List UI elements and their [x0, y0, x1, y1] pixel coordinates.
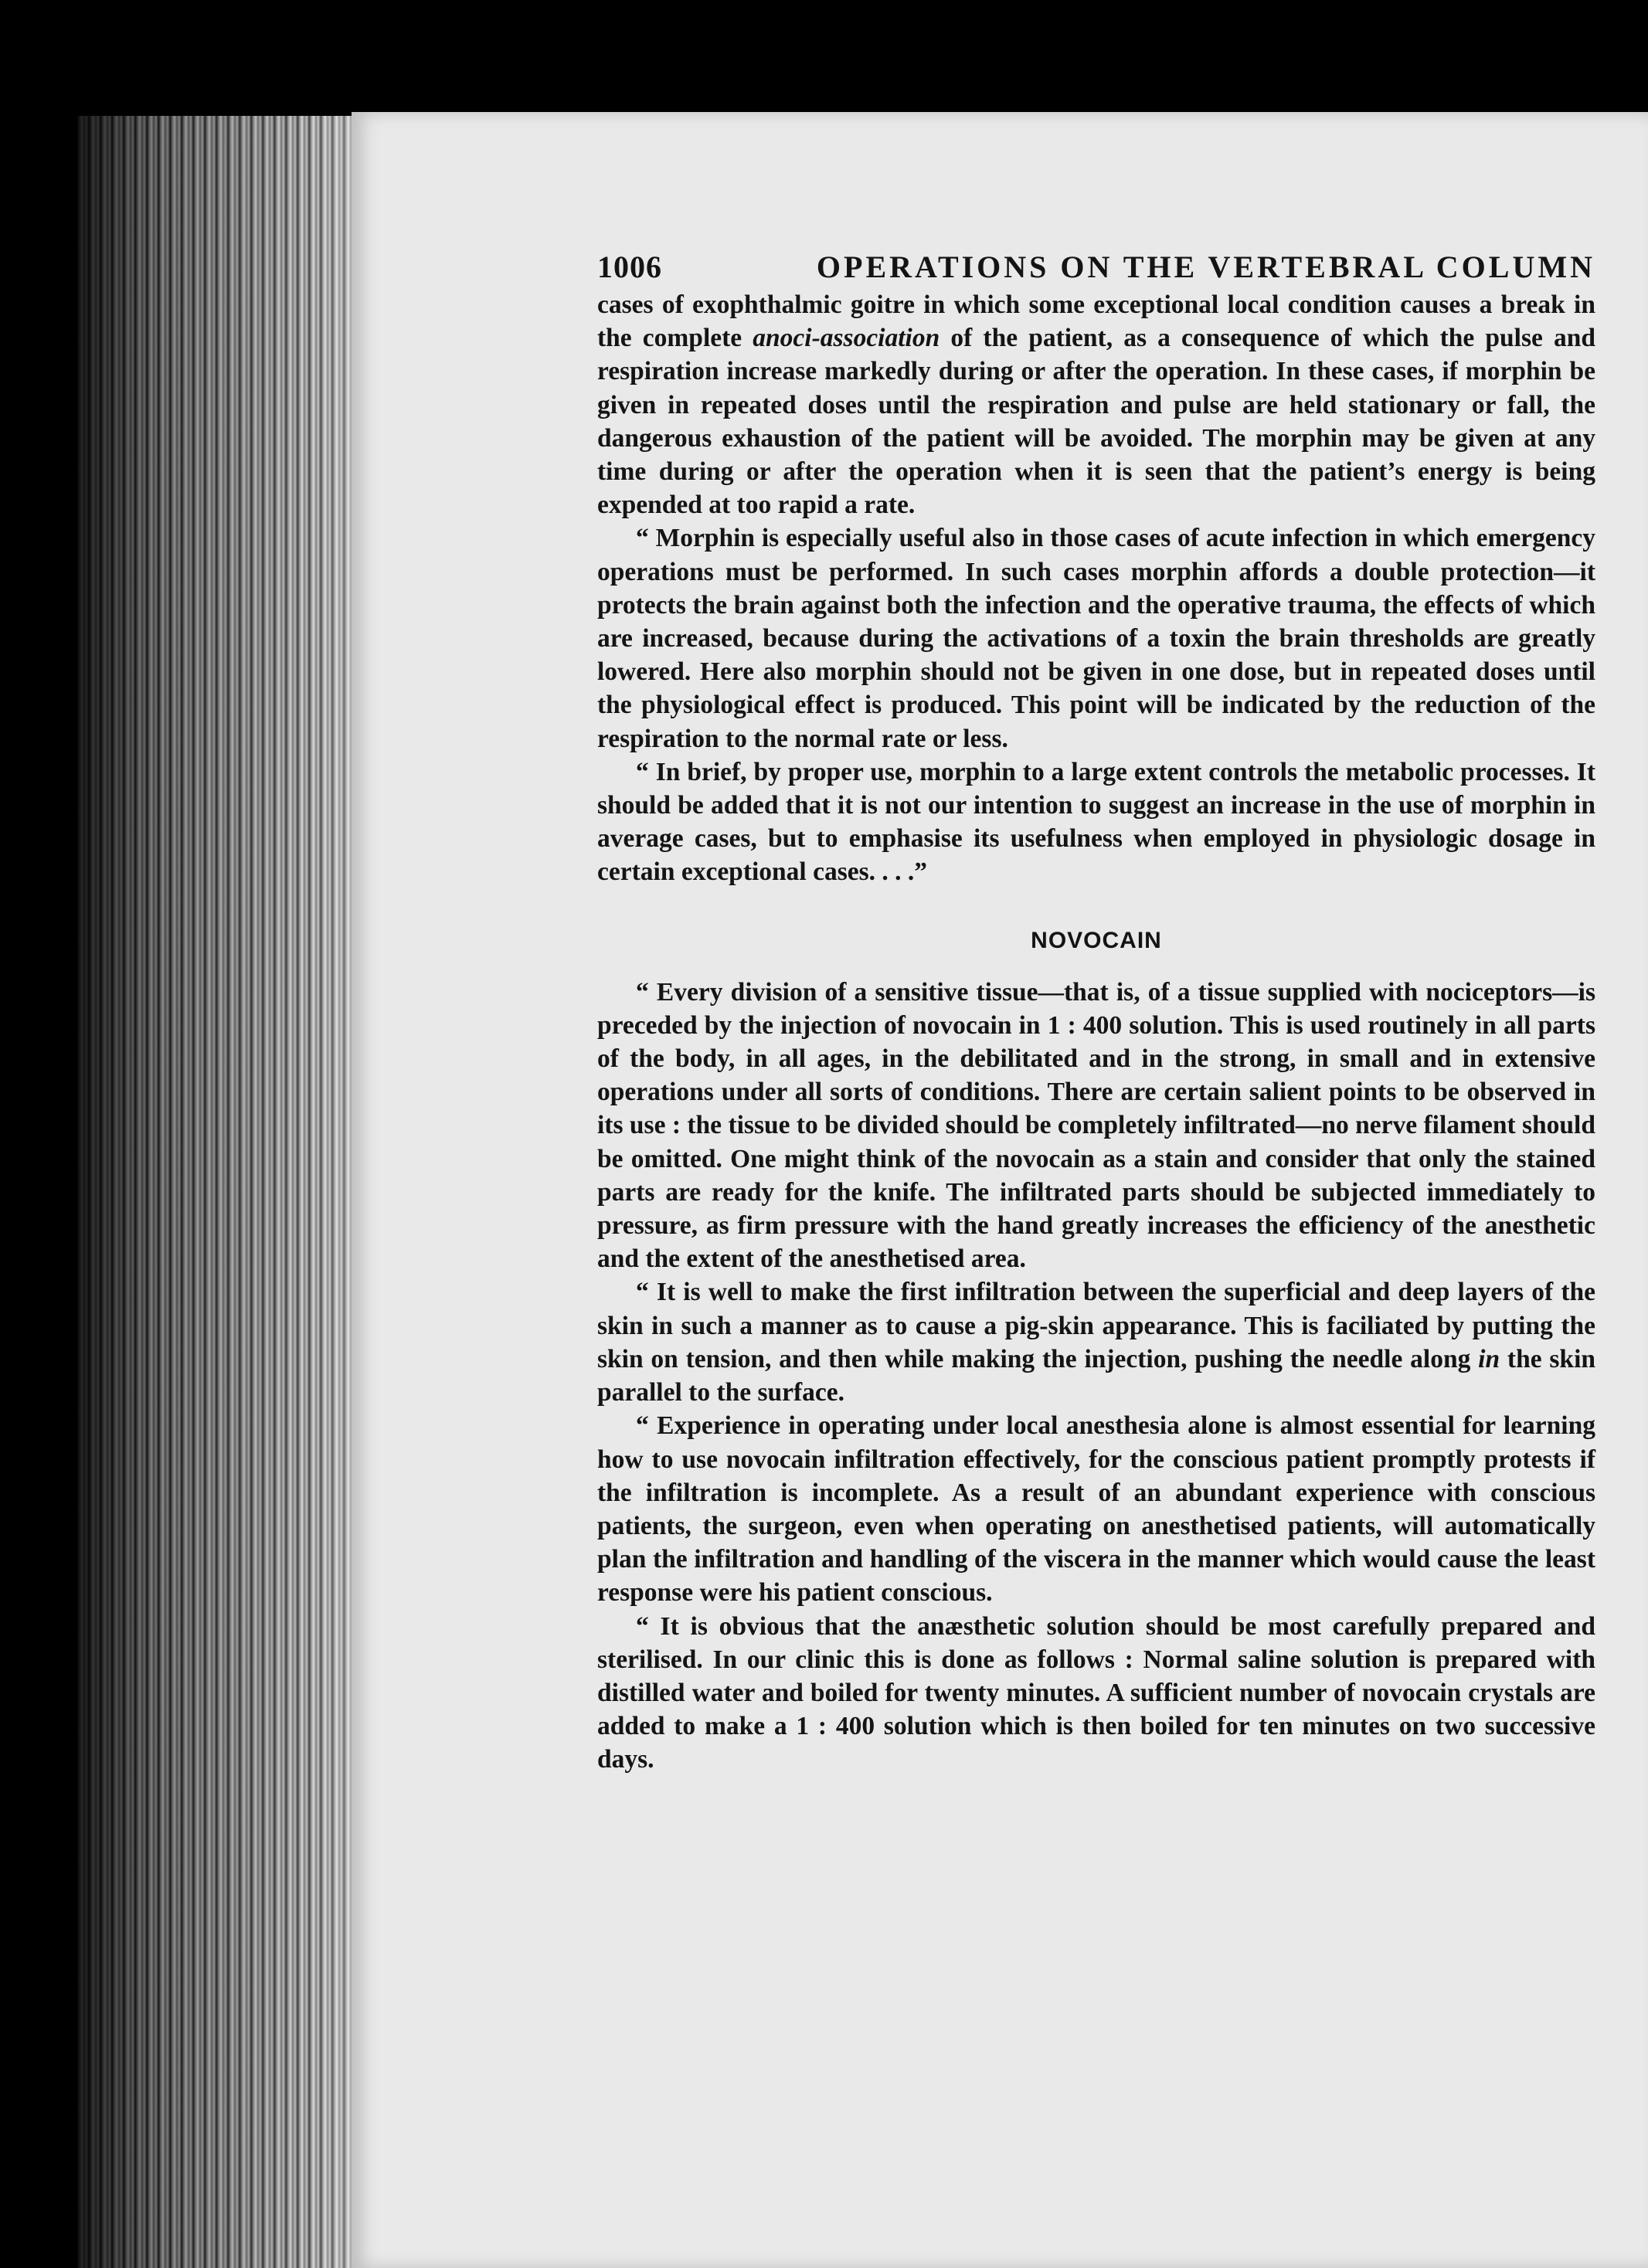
binding-shadow: [77, 116, 355, 2268]
paragraph-experience: “ Experience in operating under local anesthesia alone is almost essential for learning how to use novocain infiltration effectively, for the conscious patient promptly protests if the infiltration is incomplete. As a result of an abundant experience with conscious patients, the surgeon, even when operating on anesthetised patients, will automatically plan the infiltration and handling of the viscera in the manner which would cause the least response were his patient conscious.: [597, 1411, 1595, 1608]
paragraph-morphin-brief: “ In brief, by proper use, morphin to a large extent controls the metabolic processes. It should be added that it is not our intention to suggest an increase in the use of morphin in average cases, but to emphasise its usefulness when employed in physiologic dosage in certain exceptional cases. . . .”: [597, 757, 1595, 887]
paragraph-text: the skin parallel to the surface.: [597, 1344, 1596, 1407]
paragraph-text: of the patient, as a consequence of which the pulse and respiration increase markedly during or after the operation. In these cases, if morphin be given in repeated doses until the respiration and pulse are held stationary or fall, the dangerous exhaustion of the patient will be avoided. The morphin may be given at any time during or after the operation when it is seen that the patient’s energy is being expended at too rapid a rate.: [597, 324, 1596, 520]
paragraph-continued: [597, 288, 1595, 521]
book-page: [352, 112, 1648, 2268]
italic-term: in: [1478, 1344, 1500, 1373]
italic-term: anoci-association: [753, 324, 940, 353]
paragraph-solution-preparation: “ It is obvious that the anæsthetic solution should be most carefully prepared and sterilised. In our clinic this is done as follows : Normal saline solution is prepared with distilled water and boiled for twenty minutes. A sufficient number of novocain crystals are added to make a 1 : 400 solution which is then boiled for ten minutes on two successive days.: [597, 1611, 1595, 1774]
paragraph-text: cases of exophthalmic goitre in which some exceptional local condition causes a break in the complete: [597, 290, 1595, 353]
text-block: [597, 242, 1595, 1777]
page-number: 1006: [597, 250, 662, 284]
running-title: OPERATIONS ON THE VERTEBRAL COLUMN: [816, 250, 1595, 284]
paragraph-novocain-division: “ Every division of a sensitive tissue—that is, of a tissue supplied with nociceptors—is preceded by the injection of novocain in 1 : 400 solution. This is used routinely in all parts of the body, in all ages, in the debilitated and in the strong, in small and in extensive operations under all sorts of conditions. There are certain salient points to be observed in its use : the tissue to be divided should be completely infiltrated—no nerve filament should be omitted. One might think of the novocain as a stain and consider that only the stained parts are ready for the knife. The infiltrated parts should be subjected immediately to pressure, as firm pressure with the hand greatly increases the efficiency of the anesthetic and the extent of the anesthetised area.: [597, 977, 1595, 1274]
section-heading: NOVOCAIN: [1031, 927, 1162, 953]
paragraph-morphin-infection: “ Morphin is especially useful also in those cases of acute infection in which emergency operations must be performed. In such cases morphin affords a double protection—it protects the brain against both the infection and the operative trauma, the effects of which are increased, because during the activations of a toxin the brain thresholds are greatly lowered. Here also morphin should not be given in one dose, but in repeated doses until the physiological effect is produced. This point will be indicated by the reduction of the respiration to the normal rate or less.: [597, 524, 1595, 753]
paragraph-text: “ It is well to make the first infiltration between the superficial and deep layers of the skin in such a manner as to cause a pig-skin appearance. This is faciliated by putting the skin on tension, and then while making the injection, pushing the needle along: [597, 1278, 1595, 1373]
paragraph-infiltration: [597, 1275, 1595, 1409]
running-head: [597, 242, 1595, 285]
